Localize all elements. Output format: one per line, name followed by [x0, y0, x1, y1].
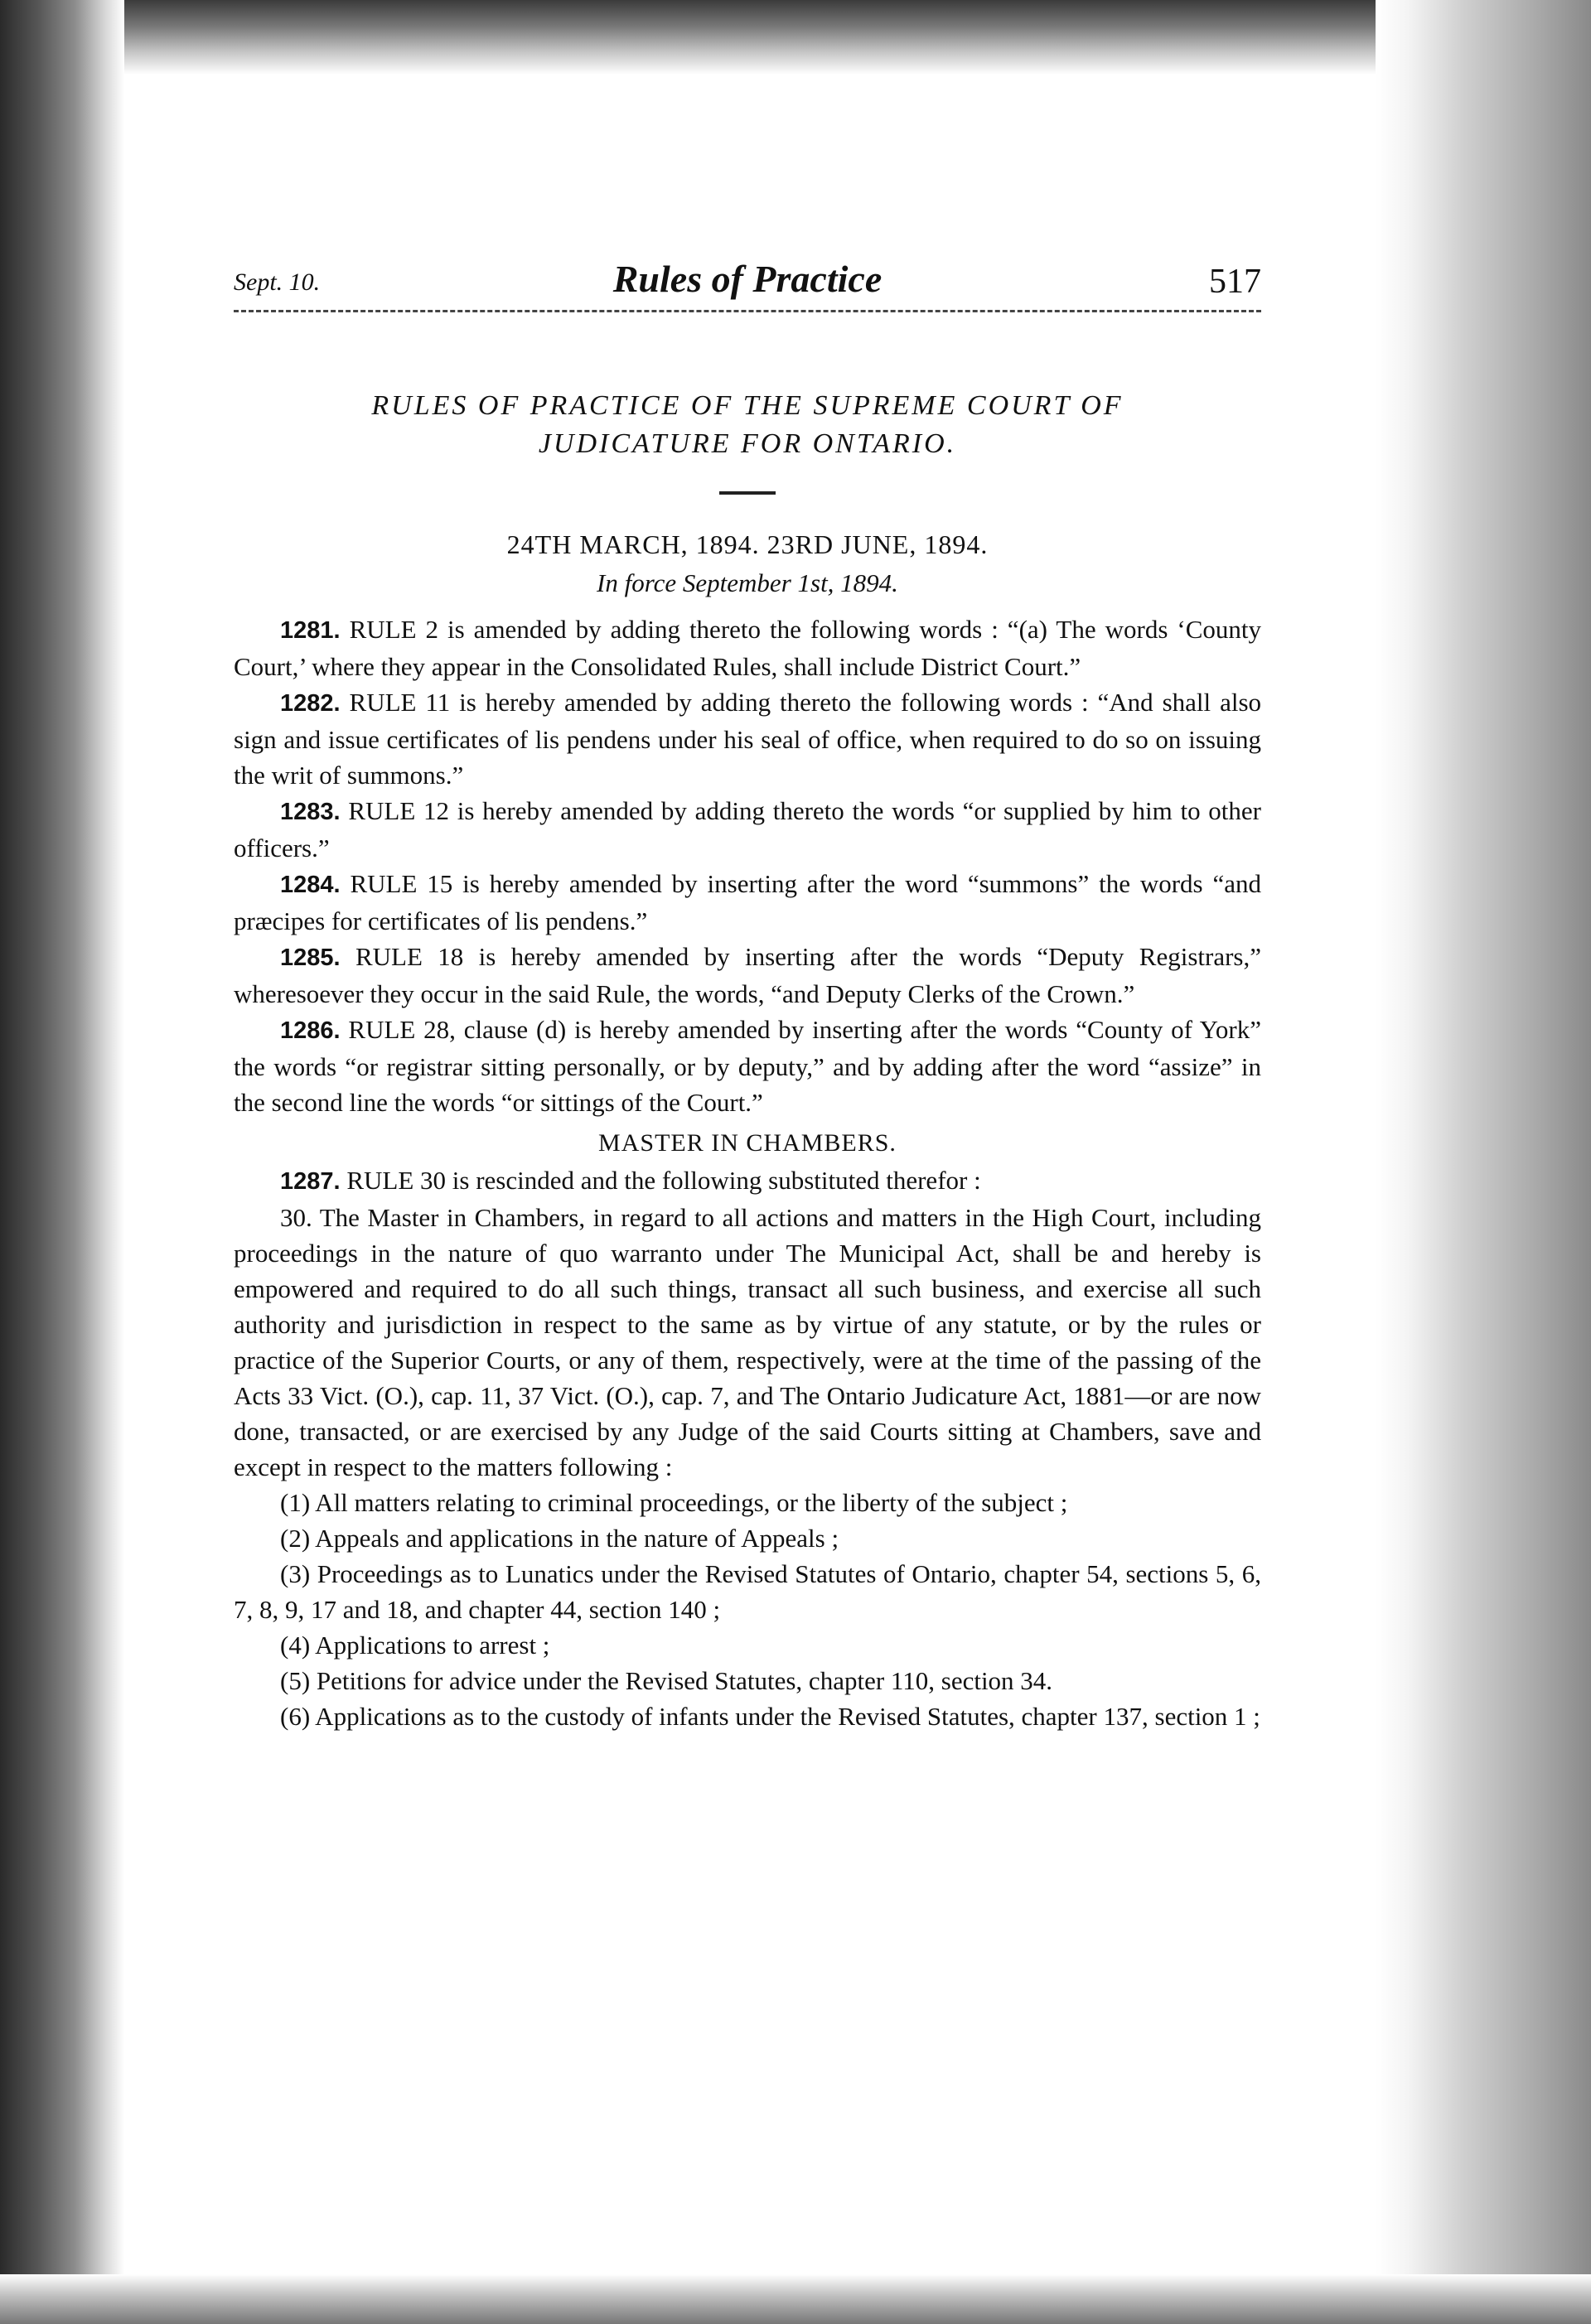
title-divider [719, 491, 776, 495]
rule-paragraph [234, 793, 1261, 866]
exception-item: (1) All matters relating to criminal proceedings, or the liberty of the subject ; [280, 1488, 1068, 1517]
rule-paragraph [234, 1162, 1261, 1200]
scan-bottom-edge [0, 2274, 1591, 2324]
header-date: Sept. 10. [234, 268, 321, 296]
rule-number: 1281. [280, 617, 341, 644]
rule-text: RULE 28, clause (d) is hereby amended by inserting after the words “County of York” the words “or registrar sitting personally, or by deputy,” and by adding after the word “assize” in the second line the words “or sittings of the Court.” [234, 1015, 1262, 1117]
exception-item: (5) Petitions for advice under the Revised Statutes, chapter 110, section 34. [280, 1666, 1053, 1695]
rule-text: RULE 2 is amended by adding thereto the following words : “(a) The words ‘County Court,’ where they appear in the Consolidated Rules, shall include District Court.” [234, 615, 1261, 681]
rule-number: 1286. [280, 1017, 341, 1044]
running-header [234, 257, 1261, 312]
rule-paragraph [234, 684, 1261, 793]
rule-text: RULE 15 is hereby amended by inserting after the word “summons” the words “and præcipes for certificates of lis pendens.” [234, 869, 1261, 935]
rule-paragraph [234, 939, 1261, 1012]
scan-top-edge [0, 0, 1591, 75]
rule-number: 1284. [280, 872, 341, 898]
rule-30-paragraph: 30. The Master in Chambers, in regard to all actions and matters in the High Court, including proceedings in the nature of quo warranto under The Municipal Act, shall be and hereby is empowered and required to do all such things, transact all such business, and exercise all such authority and jurisdiction in respect to the same as by virtue of any statute, or by the rules or practice of the Superior Courts, or any of them, respectively, were at the time of the passing of the Acts 33 Vict. (O.), cap. 11, 37 Vict. (O.), cap. 7, and The Ontario Judicature Act, 1881—or are now done, transacted, or are exercised by any Judge of the said Courts sitting at Chambers, save and except in respect to the matters following : [234, 1203, 1261, 1481]
rule-number: 1283. [280, 799, 341, 825]
page-title [234, 387, 1261, 463]
title-line-1: RULES OF PRACTICE OF THE SUPREME COURT OF [371, 390, 1124, 421]
rule-number: 1282. [280, 690, 341, 717]
rule-text: RULE 18 is hereby amended by inserting after the words “Deputy Registrars,” wheresoever they occur in the said Rule, the words, “and Deputy Clerks of the Crown.” [234, 942, 1261, 1008]
rule-text: RULE 11 is hereby amended by adding thereto the following words : “And shall also sign and issue certificates of lis pendens under his seal of office, when required to do so on issuing the writ of summons.” [234, 688, 1262, 790]
rule-number: 1287. [280, 1168, 341, 1195]
header-title: Rules of Practice [612, 258, 883, 300]
scan-left-edge [0, 0, 124, 2324]
rule-paragraph [234, 611, 1261, 684]
exception-item: (4) Applications to arrest ; [280, 1631, 550, 1660]
dates-line: 24TH MARCH, 1894. 23RD JUNE, 1894. [506, 529, 989, 559]
section-heading: MASTER IN CHAMBERS. [598, 1129, 897, 1157]
in-force-line: In force September 1st, 1894. [597, 568, 898, 597]
page-number: 517 [1209, 263, 1261, 301]
exception-item: (6) Applications as to the custody of infants under the Revised Statutes, chapter 137, section 1 ; [280, 1702, 1260, 1731]
rule-paragraph [234, 1012, 1261, 1120]
exception-item: (3) Proceedings as to Lunatics under the Revised Statutes of Ontario, chapter 54, sections 5, 6, 7, 8, 9, 17 and 18, and chapter 44, section 140 ; [234, 1559, 1261, 1624]
exception-item: (2) Appeals and applications in the nature of Appeals ; [280, 1524, 839, 1553]
rule-number: 1285. [280, 945, 341, 971]
rule-text: RULE 30 is rescinded and the following substituted therefor : [346, 1166, 981, 1195]
title-line-2: JUDICATURE FOR ONTARIO. [538, 428, 957, 459]
rule-text: RULE 12 is hereby amended by adding thereto the words “or supplied by him to other officers.” [234, 796, 1261, 862]
body-text [234, 611, 1261, 1734]
page [234, 257, 1261, 1734]
scan-right-edge [1376, 0, 1591, 2324]
rule-paragraph [234, 866, 1261, 939]
